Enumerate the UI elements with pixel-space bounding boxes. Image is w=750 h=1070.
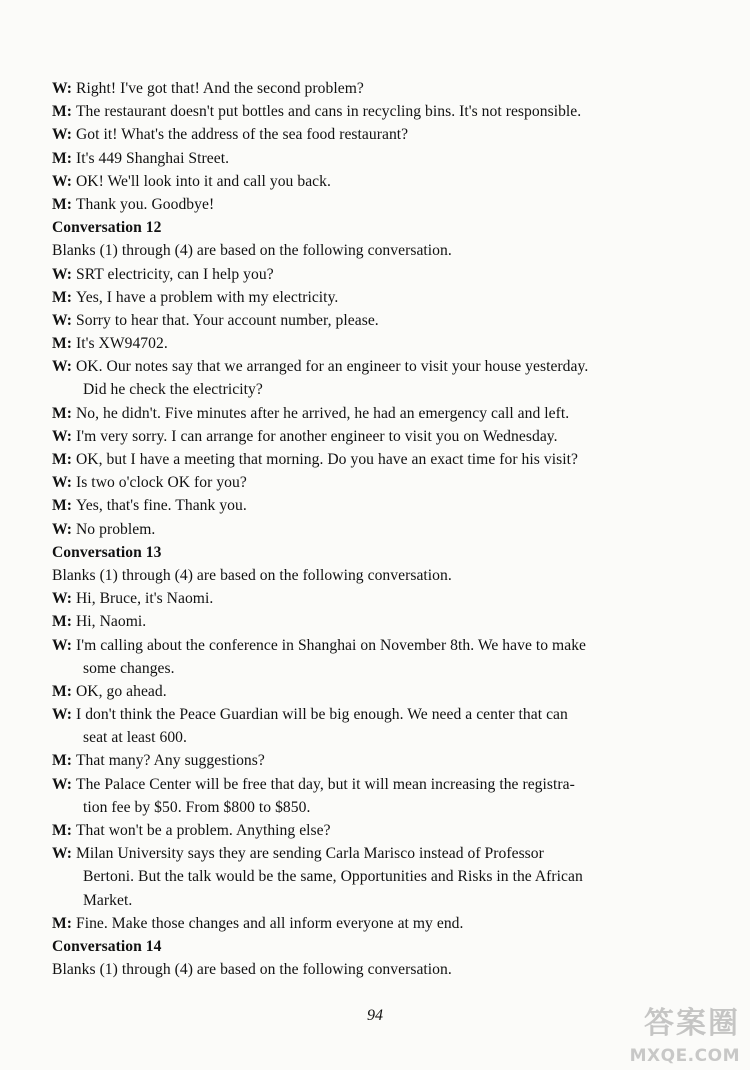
- dialogue-text: Milan University says they are sending Carla Marisco instead of Professor: [76, 845, 544, 863]
- dialogue-line: [52, 448, 692, 471]
- dialogue-text: I'm very sorry. I can arrange for another engineer to visit you on Wednesday.: [76, 427, 558, 445]
- speaker-separator: :: [66, 914, 76, 932]
- speaker-separator: :: [66, 126, 76, 144]
- speaker-separator: :: [66, 451, 76, 468]
- speaker-separator: :: [66, 682, 76, 700]
- speaker-separator: :: [66, 474, 76, 492]
- dialogue-line: [52, 100, 692, 123]
- speaker-separator: :: [66, 80, 76, 97]
- dialogue-text: OK, go ahead.: [75, 682, 167, 700]
- speaker-label: W: [52, 265, 67, 283]
- dialogue-line: [52, 193, 692, 216]
- speaker-separator: :: [66, 404, 76, 422]
- instruction-line: Blanks (1) through (4) are based on the following conversation.: [52, 961, 452, 979]
- dialogue-text: OK, but I have a meeting that morning. Do you have an exact time for his visit?: [75, 451, 578, 468]
- dialogue-text: Hi, Bruce, it's Naomi.: [76, 590, 214, 608]
- dialogue-line: [52, 912, 692, 935]
- conversation-heading: Conversation 13: [52, 543, 162, 561]
- continuation-line: seat at least 600.: [83, 729, 187, 747]
- speaker-label: W: [52, 358, 67, 376]
- speaker-label: W: [52, 706, 67, 724]
- speaker-label: W: [52, 520, 67, 538]
- dialogue-text: Yes, I have a problem with my electricity.: [75, 288, 339, 306]
- dialogue-line: [52, 842, 692, 865]
- speaker-label: W: [52, 172, 67, 190]
- dialogue-text: It's 449 Shanghai Street.: [75, 149, 230, 167]
- instruction-line: Blanks (1) through (4) are based on the following conversation.: [52, 566, 452, 584]
- speaker-label: M: [52, 404, 67, 422]
- dialogue-text: Hi, Naomi.: [75, 613, 147, 631]
- speaker-separator: :: [66, 358, 76, 376]
- dialogue-line: [52, 471, 692, 494]
- speaker-separator: :: [66, 845, 76, 863]
- instruction-line: Blanks (1) through (4) are based on the following conversation.: [52, 242, 452, 260]
- speaker-label: W: [52, 427, 67, 445]
- dialogue-line: [52, 819, 692, 842]
- speaker-label: M: [52, 822, 67, 839]
- dialogue-text: The restaurant doesn't put bottles and cans in recycling bins. It's not responsible.: [75, 103, 582, 121]
- speaker-label: W: [52, 775, 67, 793]
- speaker-separator: :: [66, 520, 76, 538]
- speaker-label: M: [52, 288, 67, 306]
- page-number: 94: [367, 1007, 383, 1024]
- speaker-separator: :: [66, 335, 76, 353]
- dialogue-line: [52, 355, 692, 378]
- dialogue-line: [52, 263, 692, 286]
- conversation-heading: Conversation 12: [52, 219, 162, 237]
- speaker-label: M: [52, 195, 67, 213]
- dialogue-line: [52, 610, 692, 633]
- dialogue-line: [52, 680, 692, 703]
- dialogue-line: [52, 123, 692, 146]
- dialogue-text: It's XW94702.: [75, 335, 168, 353]
- dialogue-text: Thank you. Goodbye!: [75, 195, 215, 213]
- dialogue-line: [52, 309, 692, 332]
- dialogue-text: That many? Any suggestions?: [75, 752, 265, 770]
- speaker-label: M: [52, 914, 67, 932]
- speaker-label: M: [52, 149, 67, 167]
- continuation-line: tion fee by $50. From $800 to $850.: [83, 798, 311, 816]
- dialogue-text: That won't be a problem. Anything else?: [75, 822, 331, 839]
- dialogue-text: OK. Our notes say that we arranged for an engineer to visit your house yesterday.: [76, 358, 589, 376]
- speaker-label: M: [52, 103, 67, 121]
- speaker-separator: :: [66, 590, 76, 608]
- speaker-label: W: [52, 311, 67, 329]
- dialogue-text: The Palace Center will be free that day, but it will mean increasing the registra-: [76, 775, 575, 793]
- speaker-label: M: [52, 613, 67, 631]
- speaker-label: W: [52, 80, 67, 97]
- dialogue-line: [52, 402, 692, 425]
- speaker-separator: :: [66, 613, 76, 631]
- speaker-separator: :: [66, 636, 76, 654]
- dialogue-text: I don't think the Peace Guardian will be big enough. We need a center that can: [76, 706, 568, 724]
- speaker-separator: :: [66, 706, 76, 724]
- dialogue-text: Got it! What's the address of the sea food restaurant?: [76, 126, 409, 144]
- transcript-body: [52, 77, 692, 981]
- dialogue-text: Sorry to hear that. Your account number, please.: [76, 311, 379, 329]
- speaker-separator: :: [66, 311, 76, 329]
- speaker-label: W: [52, 126, 67, 144]
- continuation-line: some changes.: [83, 659, 175, 677]
- dialogue-text: Right! I've got that! And the second problem?: [76, 80, 364, 97]
- dialogue-line: [52, 286, 692, 309]
- speaker-separator: :: [66, 149, 76, 167]
- speaker-separator: :: [66, 775, 76, 793]
- dialogue-line: [52, 518, 692, 541]
- watermark-logo: 答案圈: [644, 1006, 740, 1041]
- speaker-label: W: [52, 636, 67, 654]
- speaker-separator: :: [66, 103, 76, 121]
- speaker-label: M: [52, 335, 67, 353]
- dialogue-text: No, he didn't. Five minutes after he arrived, he had an emergency call and left.: [75, 404, 570, 422]
- dialogue-text: Yes, that's fine. Thank you.: [75, 497, 247, 515]
- dialogue-text: Is two o'clock OK for you?: [76, 474, 247, 492]
- continuation-line: Did he check the electricity?: [83, 381, 263, 399]
- conversation-heading: Conversation 14: [52, 937, 162, 955]
- dialogue-line: [52, 147, 692, 170]
- continuation-line: Bertoni. But the talk would be the same, Opportunities and Risks in the African: [83, 868, 583, 886]
- speaker-label: W: [52, 474, 67, 492]
- speaker-label: M: [52, 497, 67, 515]
- speaker-separator: :: [66, 265, 76, 283]
- dialogue-line: [52, 703, 692, 726]
- dialogue-line: [52, 332, 692, 355]
- dialogue-line: [52, 425, 692, 448]
- speaker-separator: :: [66, 195, 76, 213]
- continuation-line: Market.: [83, 891, 133, 909]
- speaker-separator: :: [66, 752, 76, 770]
- dialogue-line: [52, 494, 692, 517]
- speaker-separator: :: [66, 172, 76, 190]
- speaker-label: W: [52, 845, 67, 863]
- dialogue-text: SRT electricity, can I help you?: [76, 265, 274, 283]
- dialogue-text: I'm calling about the conference in Shanghai on November 8th. We have to make: [76, 636, 587, 654]
- watermark: [594, 1004, 744, 1066]
- watermark-url: MXQE.COM: [629, 1046, 740, 1066]
- speaker-label: W: [52, 590, 67, 608]
- speaker-label: M: [52, 682, 67, 700]
- dialogue-line: [52, 587, 692, 610]
- speaker-separator: :: [66, 497, 76, 515]
- speaker-label: M: [52, 451, 67, 468]
- dialogue-line: [52, 77, 692, 100]
- speaker-label: M: [52, 752, 67, 770]
- dialogue-line: [52, 170, 692, 193]
- dialogue-line: [52, 634, 692, 657]
- speaker-separator: :: [66, 288, 76, 306]
- dialogue-line: [52, 773, 692, 796]
- speaker-separator: :: [66, 822, 76, 839]
- dialogue-text: No problem.: [76, 520, 156, 538]
- dialogue-line: [52, 749, 692, 772]
- dialogue-text: Fine. Make those changes and all inform everyone at my end.: [75, 914, 464, 932]
- dialogue-text: OK! We'll look into it and call you back.: [76, 172, 331, 190]
- speaker-separator: :: [66, 427, 76, 445]
